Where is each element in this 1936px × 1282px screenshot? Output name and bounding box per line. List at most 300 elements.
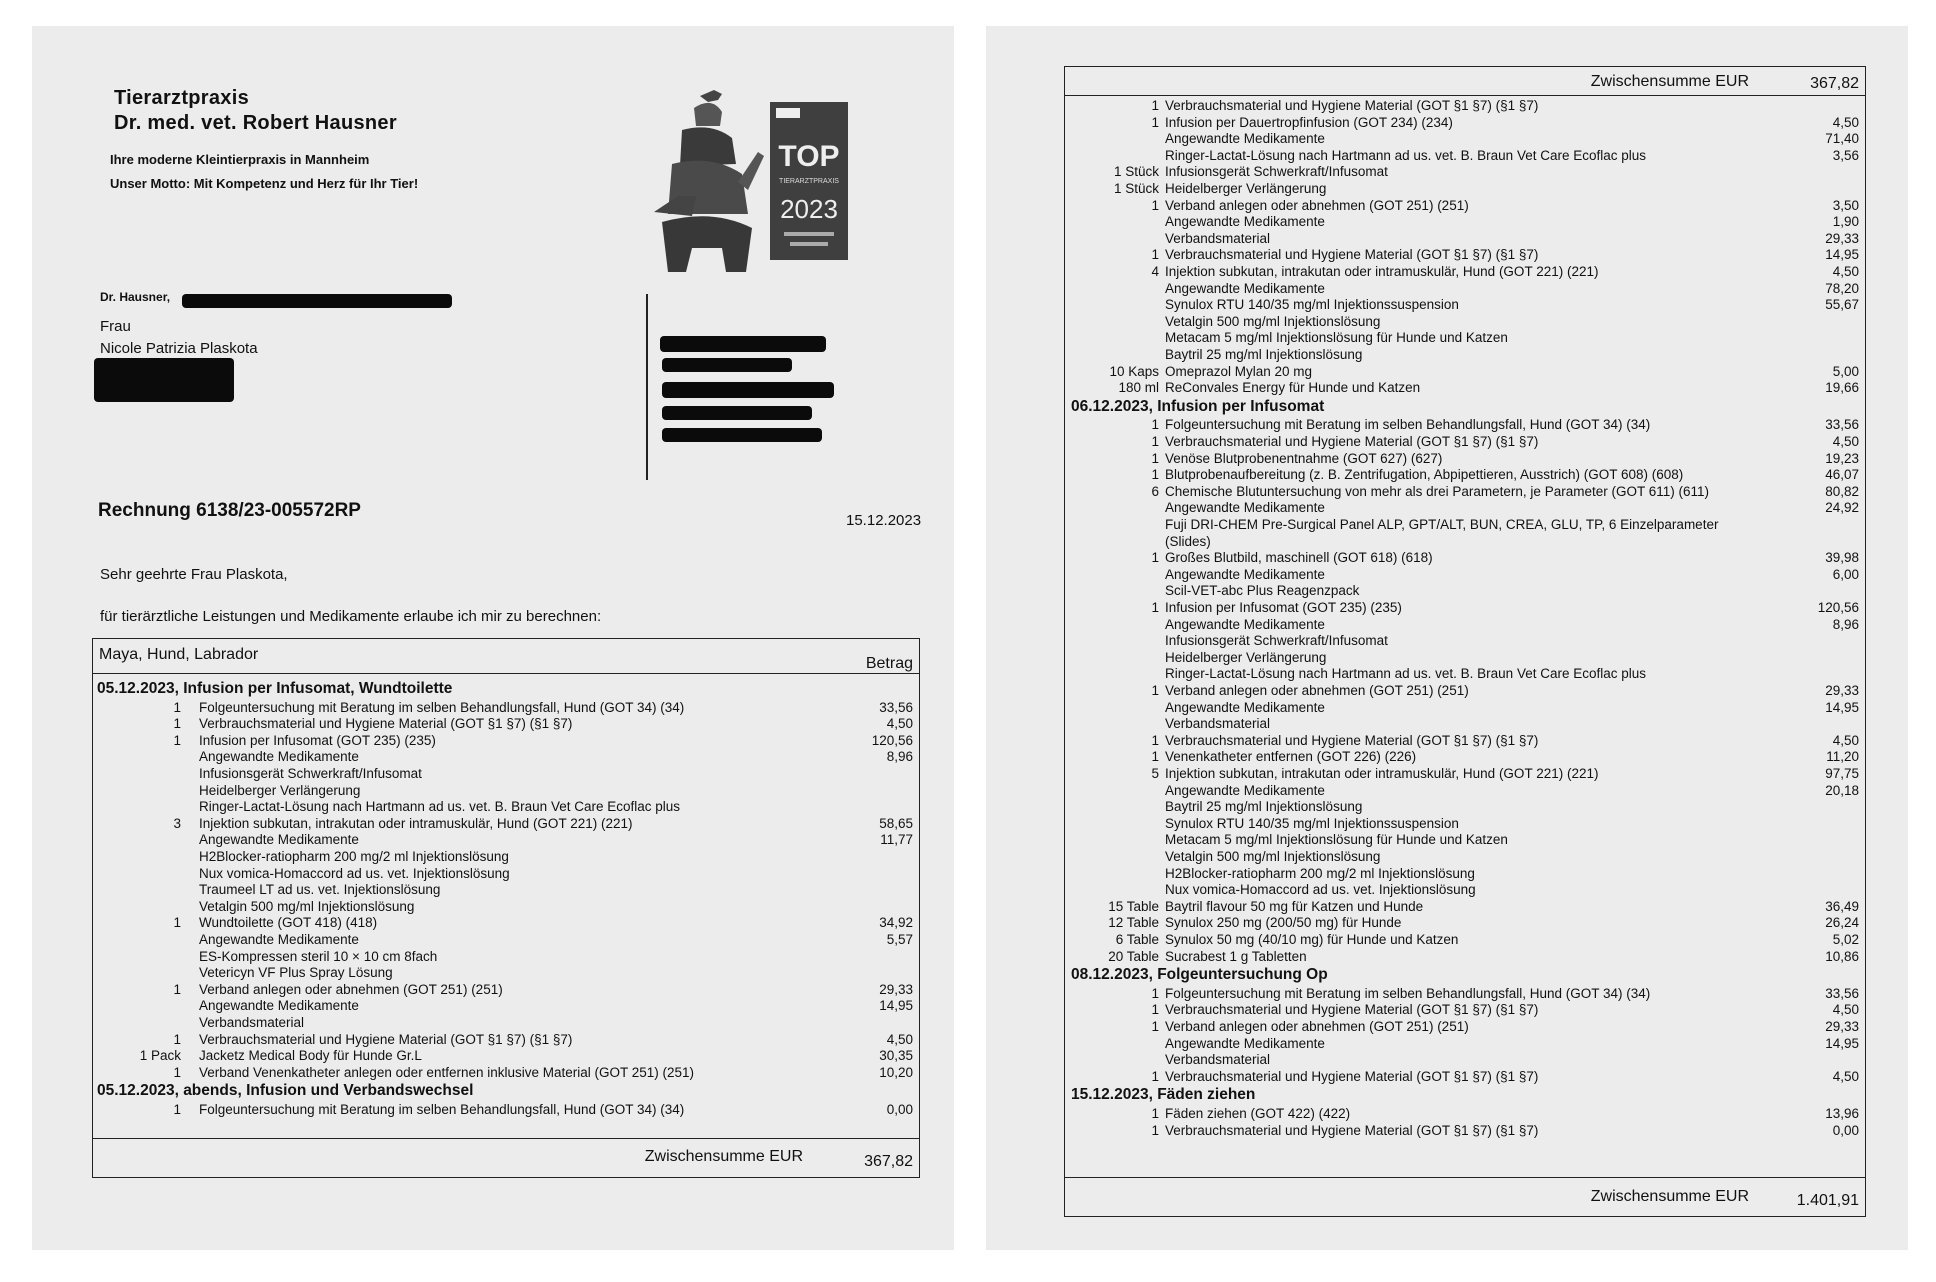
line-amount: 11,20	[1826, 749, 1859, 765]
line-item	[1065, 1036, 1865, 1052]
line-description: Vetalgin 500 mg/ml Injektionslösung	[1165, 313, 1381, 329]
line-description: Verbandsmaterial	[199, 1015, 305, 1030]
line-item	[93, 915, 919, 931]
badge-top-text: TOP	[778, 140, 840, 173]
line-description: Synulox 250 mg (200/50 mg) für Hunde	[1165, 915, 1402, 931]
line-item	[93, 1102, 919, 1118]
line-item	[1065, 986, 1865, 1002]
line-quantity: 1	[1151, 683, 1159, 698]
line-amount: 5,02	[1832, 932, 1859, 947]
badge-year: 2023	[780, 194, 838, 224]
address-divider	[646, 294, 648, 480]
line-amount: 33,56	[879, 699, 913, 715]
line-amount: 4,50	[1832, 1068, 1859, 1084]
invoice-date: 15.12.2023	[846, 512, 922, 529]
line-description: Injektion subkutan, intrakutan oder intramuskulär, Hund (GOT 221) (221)	[1165, 766, 1599, 781]
line-description: Verbrauchsmaterial und Hygiene Material (GOT §1 §7) (§1 §7)	[1165, 98, 1539, 113]
line-item	[1065, 247, 1865, 263]
line-description: Verband anlegen oder abnehmen (GOT 251) (251)	[1165, 197, 1469, 213]
line-quantity: 1	[173, 1031, 181, 1047]
line-quantity: 180 ml	[1118, 380, 1159, 396]
line-quantity: 1 Pack	[139, 1048, 181, 1064]
line-item	[1065, 517, 1865, 533]
line-amount: 1,90	[1832, 214, 1859, 230]
section-heading: 05.12.2023, abends, Infusion und Verbandswechsel	[97, 1082, 474, 1100]
line-amount: 55,67	[1825, 297, 1859, 313]
line-description: Injektion subkutan, intrakutan oder intramuskulär, Hund (GOT 221) (221)	[199, 815, 633, 831]
line-description: Folgeuntersuchung mit Beratung im selben Behandlungsfall, Hund (GOT 34) (34)	[1165, 417, 1651, 433]
line-quantity: 1	[173, 1102, 181, 1117]
line-description: Vetalgin 500 mg/ml Injektionslösung	[199, 898, 415, 914]
intro-text: für tierärztliche Leistungen und Medikamente erlaube ich mir zu berechnen:	[100, 608, 602, 625]
line-description: Heidelberger Verlängerung	[199, 782, 361, 798]
line-item	[1065, 733, 1865, 749]
line-description: Venenkatheter entfernen (GOT 226) (226)	[1165, 749, 1417, 765]
line-description: Angewandte Medikamente	[199, 832, 359, 848]
line-description: ReConvales Energy für Hunde und Katzen	[1165, 380, 1421, 396]
clinic-tagline: Ihre moderne Kleintierpraxis in Mannheim	[110, 152, 370, 167]
line-item	[93, 1015, 919, 1031]
sender-line: Dr. Hausner,	[100, 290, 171, 304]
line-amount: 33,56	[1825, 417, 1859, 433]
line-item	[93, 816, 919, 832]
invoice-page-2	[986, 26, 1908, 1250]
line-item	[1065, 899, 1865, 915]
line-description: Angewandte Medikamente	[1165, 699, 1325, 715]
line-description: Heidelberger Verlängerung	[1165, 181, 1327, 196]
line-amount: 4,50	[1832, 434, 1859, 449]
section-heading: 05.12.2023, Infusion per Infusomat, Wundtoilette	[97, 680, 453, 697]
line-description: Folgeuntersuchung mit Beratung im selben Behandlungsfall, Hund (GOT 34) (34)	[1165, 985, 1651, 1001]
line-description: H2Blocker-ratiopharm 200 mg/2 ml Injektionslösung	[1165, 865, 1475, 881]
line-description: Baytril 25 mg/ml Injektionslösung	[1165, 347, 1363, 362]
line-description: (Slides)	[1165, 533, 1211, 549]
line-amount: 97,75	[1825, 766, 1859, 781]
line-item	[93, 766, 919, 782]
line-item	[1065, 417, 1865, 433]
line-item	[93, 998, 919, 1014]
line-item	[93, 832, 919, 848]
line-quantity: 6 Table	[1115, 932, 1159, 947]
line-amount: 29,33	[1825, 1019, 1859, 1034]
line-amount: 36,49	[1825, 898, 1859, 914]
line-item	[1065, 347, 1865, 363]
line-amount: 29,33	[1825, 230, 1859, 246]
line-description: Verbandsmaterial	[1165, 1052, 1271, 1068]
line-description: Verband anlegen oder abnehmen (GOT 251) (251)	[1165, 1019, 1469, 1034]
greeting: Sehr geehrte Frau Plaskota,	[100, 566, 288, 583]
line-item	[93, 1032, 919, 1048]
line-quantity: 1	[173, 915, 181, 931]
line-item	[1065, 683, 1865, 699]
line-item	[1065, 915, 1865, 931]
line-quantity: 1	[1151, 197, 1159, 213]
line-item	[1065, 866, 1865, 882]
redaction-bar	[182, 294, 452, 308]
line-item	[1065, 264, 1865, 280]
line-quantity: 1 Stück	[1113, 181, 1159, 196]
line-item	[1065, 932, 1865, 948]
line-amount: 58,65	[879, 815, 913, 831]
line-quantity: 1	[1151, 1019, 1159, 1034]
badge-subtitle: TIERARZTPRAXIS	[779, 178, 839, 185]
carry-over-label: Zwischensumme EUR	[1590, 73, 1749, 90]
line-item	[1065, 583, 1865, 599]
line-amount: 4,50	[1832, 114, 1859, 130]
line-amount: 34,92	[879, 915, 913, 931]
line-item	[93, 716, 919, 732]
line-quantity: 1	[1151, 114, 1159, 130]
line-quantity: 1	[173, 732, 181, 748]
subtotal-label: Zwischensumme EUR	[1590, 1188, 1749, 1205]
line-quantity: 1	[173, 1064, 181, 1080]
section-heading-row	[93, 1083, 919, 1099]
table-footer	[93, 1138, 919, 1177]
line-amount: 120,56	[871, 732, 913, 748]
line-description: Scil-VET-abc Plus Reagenzpack	[1165, 583, 1360, 599]
line-amount: 26,24	[1825, 915, 1859, 931]
line-item	[1065, 467, 1865, 483]
line-description: Ringer-Lactat-Lösung nach Hartmann ad us. vet. B. Braun Vet Care Ecoflac plus	[1165, 666, 1647, 682]
line-amount: 46,07	[1825, 467, 1859, 483]
section-heading-row	[1065, 399, 1865, 415]
patient-info: Maya, Hund, Labrador	[99, 646, 259, 663]
line-description: Angewandte Medikamente	[199, 749, 359, 765]
line-description: Vetericyn VF Plus Spray Lösung	[199, 965, 393, 981]
line-description: Vetalgin 500 mg/ml Injektionslösung	[1165, 849, 1381, 864]
line-amount: 14,95	[879, 998, 913, 1014]
line-item	[93, 1048, 919, 1064]
line-description: Verbrauchsmaterial und Hygiene Material (GOT §1 §7) (§1 §7)	[1165, 247, 1539, 263]
line-item	[93, 932, 919, 948]
line-item	[1065, 799, 1865, 815]
table-header	[93, 639, 919, 674]
line-description: Synulox RTU 140/35 mg/ml Injektionssuspension	[1165, 297, 1459, 313]
line-item	[1065, 650, 1865, 666]
line-item	[1065, 1019, 1865, 1035]
line-item	[1065, 783, 1865, 799]
recipient-salutation: Frau	[100, 318, 131, 335]
line-item	[1065, 816, 1865, 832]
line-item	[1065, 534, 1865, 550]
line-amount: 33,56	[1825, 985, 1859, 1001]
line-quantity: 15 Table	[1108, 898, 1159, 914]
line-item	[1065, 700, 1865, 716]
redaction-bar	[94, 358, 234, 402]
carry-over-header	[1065, 66, 1865, 96]
clinic-logo	[642, 72, 902, 277]
line-quantity: 4	[1151, 264, 1159, 279]
line-description: Folgeuntersuchung mit Beratung im selben Behandlungsfall, Hund (GOT 34) (34)	[199, 699, 685, 715]
line-description: Verbrauchsmaterial und Hygiene Material (GOT §1 §7) (§1 §7)	[1165, 1002, 1539, 1018]
line-item	[1065, 214, 1865, 230]
carry-over-amount: 367,82	[1810, 75, 1859, 92]
line-item	[1065, 484, 1865, 500]
line-amount: 11,77	[880, 832, 913, 848]
line-description: Infusionsgerät Schwerkraft/Infusomat	[199, 766, 422, 781]
line-description: Großes Blutbild, maschinell (GOT 618) (618)	[1165, 550, 1433, 566]
line-description: Venöse Blutprobenentnahme (GOT 627) (627)	[1165, 450, 1443, 466]
line-description: Verband Venenkatheter anlegen oder entfernen inklusive Material (GOT 251) (251)	[199, 1064, 695, 1080]
line-description: Heidelberger Verlängerung	[1165, 649, 1327, 665]
subtotal-amount: 1.401,91	[1796, 1192, 1859, 1209]
line-description: Ringer-Lactat-Lösung nach Hartmann ad us. vet. B. Braun Vet Care Ecoflac plus	[199, 799, 681, 815]
line-quantity: 1	[1151, 1002, 1159, 1018]
line-item	[93, 799, 919, 815]
line-amount: 14,95	[1825, 247, 1859, 263]
line-quantity: 1 Stück	[1113, 164, 1159, 180]
line-quantity: 1	[1151, 1122, 1159, 1138]
line-item	[1065, 451, 1865, 467]
line-amount: 0,00	[886, 1102, 913, 1117]
line-amount: 8,96	[886, 749, 913, 765]
line-description: Injektion subkutan, intrakutan oder intramuskulär, Hund (GOT 221) (221)	[1165, 264, 1599, 279]
line-description: Verbandsmaterial	[1165, 716, 1271, 732]
line-amount: 8,96	[1832, 616, 1859, 632]
invoice-table-page-1	[92, 638, 920, 1178]
line-amount: 19,66	[1825, 380, 1859, 396]
line-item	[93, 949, 919, 965]
redaction-bar	[660, 336, 826, 352]
line-description: Chemische Blutuntersuchung von mehr als drei Parametern, je Parameter (GOT 611) (611)	[1165, 483, 1709, 499]
line-description: Verbrauchsmaterial und Hygiene Material (GOT §1 §7) (§1 §7)	[199, 716, 573, 732]
line-amount: 3,56	[1832, 147, 1859, 163]
line-item	[1065, 766, 1865, 782]
line-description: Angewandte Medikamente	[1165, 280, 1325, 296]
line-item	[93, 1065, 919, 1081]
line-item	[1065, 434, 1865, 450]
line-amount: 78,20	[1825, 280, 1859, 296]
redaction-bar	[662, 358, 792, 372]
line-description: Verbrauchsmaterial und Hygiene Material (GOT §1 §7) (§1 §7)	[1165, 732, 1539, 748]
line-item	[93, 733, 919, 749]
line-amount: 4,50	[1832, 732, 1859, 748]
badge-flag	[776, 108, 800, 118]
line-description: Infusionsgerät Schwerkraft/Infusomat	[1165, 633, 1388, 649]
line-item	[1065, 231, 1865, 247]
line-quantity: 1	[1151, 450, 1159, 466]
line-item	[1065, 849, 1865, 865]
line-item	[93, 982, 919, 998]
line-item	[1065, 380, 1865, 396]
line-description: Infusion per Infusomat (GOT 235) (235)	[199, 732, 436, 748]
line-quantity: 1	[173, 699, 181, 715]
line-item	[1065, 115, 1865, 131]
top-badge	[770, 102, 848, 260]
line-description: Infusionsgerät Schwerkraft/Infusomat	[1165, 164, 1388, 180]
section-heading: 06.12.2023, Infusion per Infusomat	[1071, 397, 1325, 415]
line-item	[1065, 297, 1865, 313]
line-item	[93, 700, 919, 716]
line-item	[1065, 882, 1865, 898]
line-description: Metacam 5 mg/ml Injektionslösung für Hunde und Katzen	[1165, 330, 1508, 346]
line-description: Angewandte Medikamente	[199, 998, 359, 1014]
line-quantity: 1	[1151, 98, 1159, 113]
line-amount: 4,50	[886, 716, 913, 732]
line-amount: 10,20	[879, 1064, 913, 1080]
line-quantity: 1	[1151, 749, 1159, 765]
line-item	[1065, 131, 1865, 147]
line-item	[1065, 832, 1865, 848]
line-amount: 3,50	[1832, 197, 1859, 213]
recipient-name: Nicole Patrizia Plaskota	[100, 340, 258, 357]
line-description: Fuji DRI-CHEM Pre-Surgical Panel ALP, GPT/ALT, BUN, CREA, GLU, TP, 6 Einzelparameter	[1165, 517, 1719, 532]
line-amount: 30,35	[879, 1048, 913, 1064]
line-item	[1065, 666, 1865, 682]
line-description: Synulox 50 mg (40/10 mg) für Hunde und Katzen	[1165, 932, 1459, 947]
line-description: Verband anlegen oder abnehmen (GOT 251) (251)	[199, 981, 503, 997]
line-item	[93, 849, 919, 865]
line-quantity: 1	[173, 716, 181, 732]
line-item	[1065, 633, 1865, 649]
line-item	[1065, 1106, 1865, 1122]
line-amount: 19,23	[1825, 450, 1859, 466]
line-quantity: 1	[1151, 732, 1159, 748]
badge-fineprint	[784, 232, 834, 236]
section-heading: 08.12.2023, Folgeuntersuchung Op	[1071, 966, 1328, 984]
line-description: Angewandte Medikamente	[1165, 1035, 1325, 1051]
line-description: Omeprazol Mylan 20 mg	[1165, 363, 1313, 379]
line-item	[1065, 749, 1865, 765]
line-description: Verbrauchsmaterial und Hygiene Material (GOT §1 §7) (§1 §7)	[1165, 1068, 1539, 1084]
line-description: Angewandte Medikamente	[1165, 616, 1325, 632]
line-description: Angewandte Medikamente	[1165, 566, 1325, 582]
line-description: Baytril 25 mg/ml Injektionslösung	[1165, 799, 1363, 815]
line-item	[1065, 181, 1865, 197]
line-amount: 4,50	[1832, 1002, 1859, 1018]
line-quantity: 3	[173, 815, 181, 831]
line-item	[93, 749, 919, 765]
table-footer	[1065, 1177, 1865, 1216]
line-item	[1065, 364, 1865, 380]
line-description: Metacam 5 mg/ml Injektionslösung für Hunde und Katzen	[1165, 832, 1508, 848]
clinic-motto: Unser Motto: Mit Kompetenz und Herz für Ihr Tier!	[110, 176, 419, 191]
line-amount: 5,00	[1832, 363, 1859, 379]
line-description: Angewandte Medikamente	[1165, 214, 1325, 230]
line-description: Baytril flavour 50 mg für Katzen und Hunde	[1165, 898, 1424, 914]
line-item	[1065, 1069, 1865, 1085]
line-item	[93, 866, 919, 882]
line-description: Fäden ziehen (GOT 422) (422)	[1165, 1106, 1351, 1121]
line-description: Angewandte Medikamente	[1165, 782, 1325, 798]
line-item	[1065, 1052, 1865, 1068]
line-item	[1065, 148, 1865, 164]
line-quantity: 1	[173, 981, 181, 997]
line-item	[1065, 330, 1865, 346]
line-quantity: 1	[1151, 467, 1159, 483]
line-description: Angewandte Medikamente	[199, 932, 359, 947]
line-item	[1065, 164, 1865, 180]
line-description: Angewandte Medikamente	[1165, 500, 1325, 516]
line-quantity: 6	[1151, 483, 1159, 499]
line-quantity: 1	[1151, 1106, 1159, 1121]
line-amount: 13,96	[1825, 1106, 1859, 1121]
redaction-bar	[662, 428, 822, 442]
line-item	[1065, 314, 1865, 330]
line-quantity: 1	[1151, 417, 1159, 433]
line-quantity: 10 Kaps	[1109, 363, 1159, 379]
line-description: Sucrabest 1 g Tabletten	[1165, 948, 1307, 964]
line-amount: 6,00	[1832, 566, 1859, 582]
clinic-name-line2: Dr. med. vet. Robert Hausner	[114, 112, 397, 134]
line-description: Angewandte Medikamente	[1165, 131, 1325, 147]
line-amount: 80,82	[1825, 483, 1859, 499]
line-quantity: 1	[1151, 985, 1159, 1001]
line-description: Nux vomica-Homaccord ad us. vet. Injektionslösung	[199, 865, 510, 881]
line-description: Nux vomica-Homaccord ad us. vet. Injektionslösung	[1165, 882, 1476, 898]
line-description: Verbrauchsmaterial und Hygiene Material (GOT §1 §7) (§1 §7)	[1165, 1122, 1539, 1138]
line-quantity: 1	[1151, 434, 1159, 449]
line-quantity: 1	[1151, 600, 1159, 615]
line-description: Jacketz Medical Body für Hunde Gr.L	[199, 1048, 422, 1064]
clinic-header	[114, 86, 397, 136]
line-description: Verbrauchsmaterial und Hygiene Material (GOT §1 §7) (§1 §7)	[199, 1031, 573, 1047]
line-item	[1065, 1123, 1865, 1139]
line-description: Verbandsmaterial	[1165, 230, 1271, 246]
line-item	[93, 783, 919, 799]
line-amount: 24,92	[1825, 500, 1859, 516]
line-description: H2Blocker-ratiopharm 200 mg/2 ml Injektionslösung	[199, 849, 509, 864]
line-amount: 20,18	[1825, 782, 1859, 798]
line-description: Blutprobenaufbereitung (z. B. Zentrifugation, Abpipettieren, Ausstrich) (GOT 608) (608)	[1165, 467, 1684, 483]
subtotal-amount: 367,82	[864, 1153, 913, 1170]
line-amount: 29,33	[879, 981, 913, 997]
invoice-page-1	[32, 26, 954, 1250]
line-item	[1065, 600, 1865, 616]
line-amount: 39,98	[1825, 550, 1859, 566]
line-item	[1065, 550, 1865, 566]
line-description: Traumeel LT ad us. vet. Injektionslösung	[199, 882, 441, 898]
line-item	[1065, 1002, 1865, 1018]
line-item	[1065, 198, 1865, 214]
line-description: Verband anlegen oder abnehmen (GOT 251) (251)	[1165, 683, 1469, 698]
line-description: Ringer-Lactat-Lösung nach Hartmann ad us. vet. B. Braun Vet Care Ecoflac plus	[1165, 147, 1647, 163]
line-amount: 29,33	[1825, 683, 1859, 698]
line-item	[1065, 567, 1865, 583]
line-item	[1065, 500, 1865, 516]
line-amount: 71,40	[1825, 131, 1859, 147]
invoice-table-page-2	[1064, 66, 1866, 1217]
section-heading-row	[1065, 967, 1865, 983]
line-description: Verbrauchsmaterial und Hygiene Material (GOT §1 §7) (§1 §7)	[1165, 434, 1539, 449]
subtotal-label: Zwischensumme EUR	[644, 1148, 803, 1165]
line-item	[1065, 617, 1865, 633]
line-amount: 10,86	[1825, 948, 1859, 964]
line-description: Synulox RTU 140/35 mg/ml Injektionssuspension	[1165, 815, 1459, 831]
clinic-name-line1: Tierarztpraxis	[114, 87, 250, 109]
line-item	[1065, 98, 1865, 114]
line-amount: 14,95	[1825, 699, 1859, 715]
line-amount: 14,95	[1825, 1035, 1859, 1051]
line-amount: 4,50	[886, 1031, 913, 1047]
redaction-bar	[662, 382, 834, 398]
line-quantity: 1	[1151, 1068, 1159, 1084]
line-item	[93, 965, 919, 981]
badge-fineprint	[790, 242, 828, 246]
line-quantity: 20 Table	[1108, 948, 1159, 964]
line-description: Infusion per Dauertropfinfusion (GOT 234) (234)	[1165, 114, 1453, 130]
line-amount: 5,57	[886, 932, 913, 947]
line-item	[93, 882, 919, 898]
line-quantity: 12 Table	[1108, 915, 1159, 931]
amount-column-header: Betrag	[865, 655, 913, 672]
line-item	[1065, 281, 1865, 297]
line-amount: 0,00	[1832, 1122, 1859, 1138]
line-description: Folgeuntersuchung mit Beratung im selben Behandlungsfall, Hund (GOT 34) (34)	[199, 1102, 685, 1117]
line-item	[1065, 949, 1865, 965]
line-description: Wundtoilette (GOT 418) (418)	[199, 915, 378, 931]
section-heading: 15.12.2023, Fäden ziehen	[1071, 1086, 1256, 1104]
